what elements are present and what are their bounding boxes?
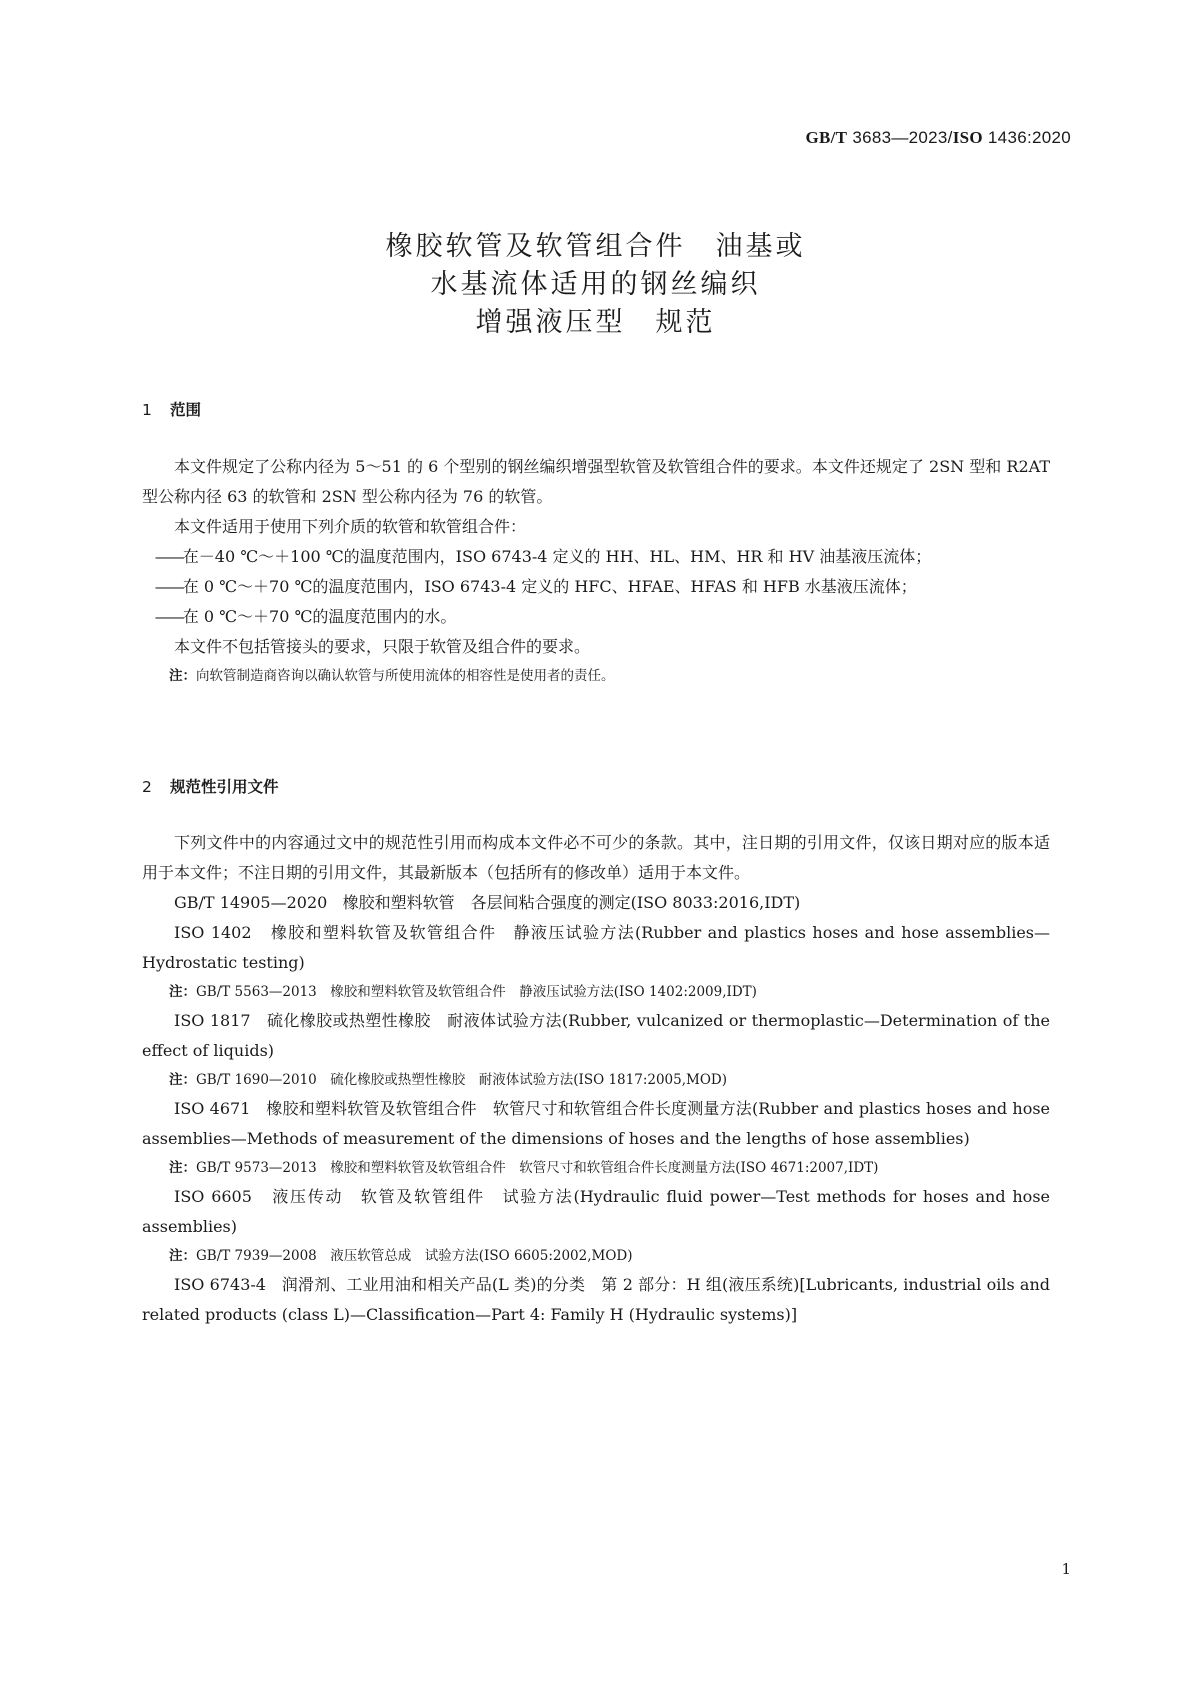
list-item: ——在 0 ℃～＋70 ℃的温度范围内的水。: [154, 607, 457, 626]
section-1-body: [142, 452, 1050, 690]
reference-entry: [142, 1270, 1050, 1330]
dash-mark: ——: [154, 577, 183, 596]
note-label: 注：: [169, 1160, 196, 1176]
reference-entry: [142, 918, 1050, 978]
section-2-heading: [142, 775, 279, 797]
note-label: 注：: [169, 668, 196, 684]
section-number: 1: [142, 401, 152, 419]
reference-entry: [142, 888, 1050, 918]
reference-note: 注：GB/T 1690—2010 硫化橡胶或热塑性橡胶 耐液体试验方法(ISO 1817:2005,MOD): [169, 1072, 728, 1088]
title-line-1: 橡胶软管及软管组合件 油基或: [385, 231, 806, 262]
reference-code: ISO 1817: [174, 1011, 251, 1030]
reference-code: ISO 4671: [174, 1099, 251, 1118]
section-title: 规范性引用文件: [170, 778, 279, 796]
reference-title: 液压传动 软管及软管组件 试验方法(Hydraulic fluid power—Test methods for hoses and hose assemblies): [142, 1187, 1050, 1236]
title-line-3: 增强液压型 规范: [475, 307, 716, 338]
references-intro: 下列文件中的内容通过文中的规范性引用而构成本文件必不可少的条款。其中，注日期的引用文件，仅该日期对应的版本适用于本文件；不注日期的引用文件，其最新版本（包括所有的修改单）适用于本文件。: [142, 833, 1050, 882]
reference-note: 注：GB/T 5563—2013 橡胶和塑料软管及软管组合件 静液压试验方法(ISO 1402:2009,IDT): [169, 984, 757, 1000]
reference-entry: [142, 1006, 1050, 1066]
reference-title: 润滑剂、工业用油和相关产品(L 类)的分类 第 2 部分：H 组(液压系统)[Lubricants, industrial oils and related products (class L)—Classification—Part 4: Family H (Hydraulic systems)]: [142, 1275, 1050, 1324]
section-title: 范围: [170, 401, 202, 419]
dash-mark: ——: [154, 607, 183, 626]
reference-entry: [142, 1182, 1050, 1242]
scope-paragraph-3: 本文件不包括管接头的要求，只限于软管及组合件的要求。: [174, 637, 591, 656]
note-label: 注：: [169, 984, 196, 1000]
code-iso-number: 1436:2020: [982, 128, 1071, 147]
list-item: ——在－40 ℃～＋100 ℃的温度范围内，ISO 6743-4 定义的 HH、HL、HM、HR 和 HV 油基液压流体；: [154, 547, 932, 566]
note-label: 注：: [169, 1072, 196, 1088]
reference-title: 橡胶和塑料软管 各层间粘合强度的测定(ISO 8033:2016,IDT): [342, 893, 801, 912]
dash-mark: ——: [154, 547, 183, 566]
code-iso: ISO: [952, 128, 983, 147]
reference-entry: [142, 1094, 1050, 1154]
document-title: [0, 228, 1191, 342]
scope-paragraph-2: 本文件适用于使用下列介质的软管和软管组合件：: [174, 517, 527, 536]
scope-paragraph-1: 本文件规定了公称内径为 5～51 的 6 个型别的钢丝编织增强型软管及软管组合件的要求。本文件还规定了 2SN 型和 R2AT 型公称内径 63 的软管和 2SN 型公称内径为 76 的软管。: [142, 457, 1050, 506]
code-prefix: GB/T: [805, 128, 848, 147]
section-number: 2: [142, 778, 152, 796]
reference-note: 注：GB/T 9573—2013 橡胶和塑料软管及软管组合件 软管尺寸和软管组合件长度测量方法(ISO 4671:2007,IDT): [169, 1160, 879, 1176]
page-number: 1: [1061, 1560, 1071, 1578]
scope-note: 注：向软管制造商咨询以确认软管与所使用流体的相容性是使用者的责任。: [169, 668, 615, 684]
section-1-heading: [142, 398, 201, 420]
reference-code: ISO 1402: [174, 923, 252, 942]
standard-code-header: [805, 128, 1071, 148]
reference-code: ISO 6743-4: [174, 1275, 266, 1294]
list-item: ——在 0 ℃～＋70 ℃的温度范围内，ISO 6743-4 定义的 HFC、HFAE、HFAS 和 HFB 水基液压流体；: [154, 577, 917, 596]
reference-note: 注：GB/T 7939—2008 液压软管总成 试验方法(ISO 6605:2002,MOD): [169, 1248, 633, 1264]
code-number: 3683—2023/: [847, 128, 953, 147]
reference-title: 硫化橡胶或热塑性橡胶 耐液体试验方法(Rubber, vulcanized or thermoplastic—Determination of the effect of liquids): [142, 1011, 1050, 1060]
title-line-2: 水基流体适用的钢丝编织: [430, 269, 761, 300]
note-label: 注：: [169, 1248, 196, 1264]
section-2-body: [142, 828, 1050, 1330]
reference-code: GB/T 14905—2020: [174, 893, 328, 912]
reference-title: 橡胶和塑料软管及软管组合件 软管尺寸和软管组合件长度测量方法(Rubber and plastics hoses and hose assemblies—Methods of measurement of the dimensions of hoses and the lengths of hose assemblies): [142, 1099, 1051, 1148]
reference-code: ISO 6605: [174, 1187, 252, 1206]
reference-title: 橡胶和塑料软管及软管组合件 静液压试验方法(Rubber and plastics hoses and hose assemblies—Hydrostatic testing): [142, 923, 1050, 972]
